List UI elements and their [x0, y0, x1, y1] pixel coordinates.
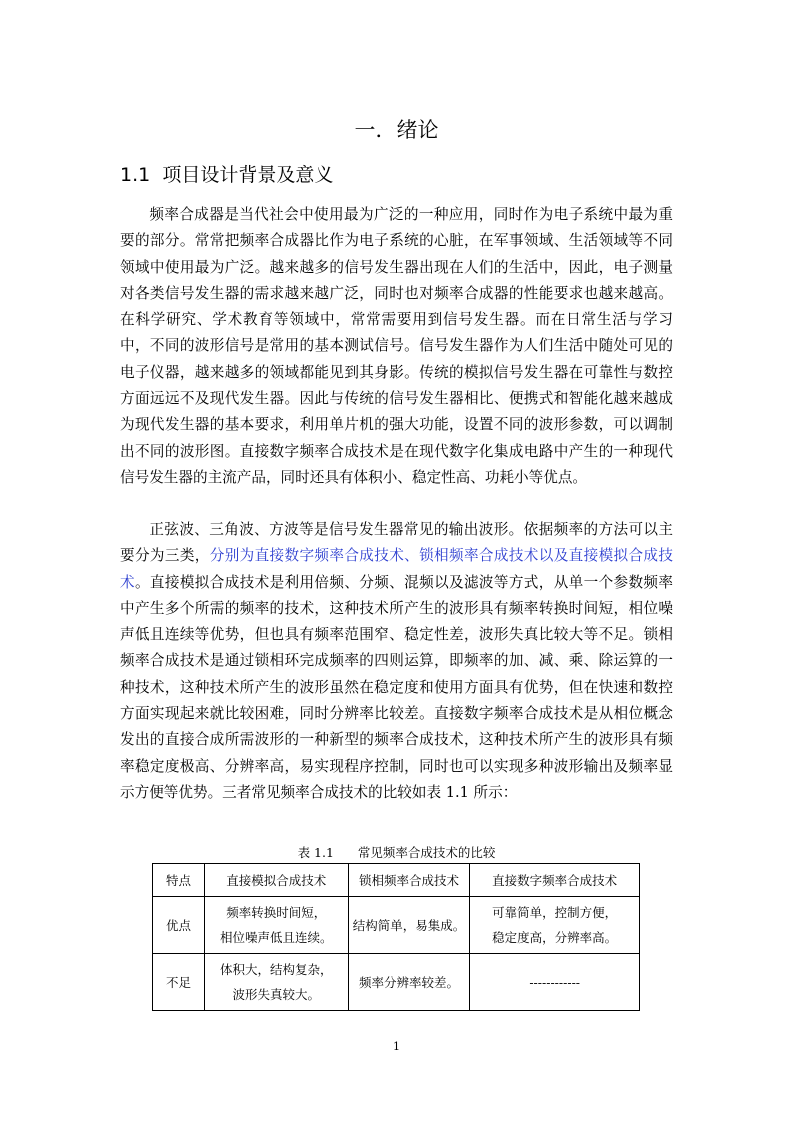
table-header-row: [153, 864, 640, 897]
table-header-cell: 特点: [153, 864, 205, 897]
table-caption-title: 常见频率合成技术的比较: [357, 845, 496, 860]
table-header-cell: 锁相频率合成技术: [348, 864, 470, 897]
table-row-label: 优点: [153, 897, 205, 954]
paragraph-1-text: 频率合成器是当代社会中使用最为广泛的一种应用，同时作为电子系统中最为重要的部分。常常把频率合成器比作为电子系统的心脏，在军事领域、生活领域等不同领域中使用最为广泛。越来越多的信号发生器出现在人们的生活中，因此，电子测量对各类信号发生器的需求越来越广泛，同时也对频率合成器的性能要求也越来越高。在科学研究、学术教育等领域中，常常需要用到信号发生器。而在日常生活与学习中，不同的波形信号是常用的基本测试信号。信号发生器作为人们生活中随处可见的电子仪器，越来越多的领域都能见到其身影。传统的模拟信号发生器在可靠性与数控方面远远不及现代发生器。因此与传统的信号发生器相比、便携式和智能化越来越成为现代发生器的基本要求，利用单片机的强大功能，设置不同的波形参数，可以调制出不同的波形图。直接数字频率合成技术是在现代数字化集成电路中产生的一种现代信号发生器的主流产品，同时还具有体积小、稳定性高、功耗小等优点。: [120, 206, 673, 486]
paragraph-2-rest: 。直接模拟合成技术是利用倍频、分频、混频以及滤波等方式，从单一个参数频率中产生多个所需的频率的技术，这种技术所产生的波形具有频率转换时间短，相位噪声低且连续等优势，但也具有频率范围窄、稳定性差，波形失真比较大等不足。锁相频率合成技术是通过锁相环完成频率的四则运算，即频率的加、减、乘、除运算的一种技术，这种技术所产生的波形虽然在稳定度和使用方面具有优势，但在快速和数控方面实现起来就比较困难，同时分辨率比较差。直接数字频率合成技术是从相位概念发出的直接合成所需波形的一种新型的频率合成技术，这种技术所产生的波形具有频率稳定度极高、分辨率高，易实现程序控制，同时也可以实现多种波形输出及频率显示方便等优势。三者常见频率合成技术的比较如表 1.1 所示：: [120, 573, 673, 801]
table-row-label: 不足: [153, 954, 205, 1011]
table-cell: [204, 897, 348, 954]
table-caption-number: 表 1.1: [297, 845, 334, 860]
table-cell: [470, 897, 640, 954]
section-heading: [120, 160, 333, 187]
table-cell: ------------: [470, 954, 640, 1011]
section-number: 1.1: [120, 164, 151, 186]
cell-line: 相位噪声低且连续。: [219, 930, 333, 945]
paragraph-2-start: 正弦波、三角波、方波等是信号发生器常见的输出波形。依据频率的方法可以主要分为三类，: [120, 521, 673, 565]
table-row: [153, 954, 640, 1011]
chapter-title: 一．绪论: [354, 118, 439, 142]
page-number: 1: [393, 1040, 400, 1053]
table-row: [153, 897, 640, 954]
comparison-table: [152, 863, 640, 1011]
section-title: 项目设计背景及意义: [162, 164, 334, 186]
highlighted-text: 分别为直接数字频率合成技术、锁相频率合成技术以及直接模拟合成技术: [120, 547, 673, 591]
cell-line: 体积大，结构复杂，: [219, 962, 333, 977]
cell-line: 可靠简单，控制方便，: [492, 905, 618, 920]
table-cell: 频率分辨率较差。: [348, 954, 470, 1011]
table-cell: [204, 954, 348, 1011]
table-header-cell: 直接模拟合成技术: [204, 864, 348, 897]
paragraph-2: [120, 517, 673, 806]
cell-line: 频率转换时间短，: [226, 905, 327, 920]
paragraph-1: [120, 202, 673, 491]
table-cell: 结构简单，易集成。: [348, 897, 470, 954]
table-header-cell: 直接数字频率合成技术: [470, 864, 640, 897]
table-caption: [0, 843, 793, 861]
cell-line: 稳定度高，分辨率高。: [492, 930, 618, 945]
cell-line: 波形失真较大。: [232, 987, 320, 1002]
